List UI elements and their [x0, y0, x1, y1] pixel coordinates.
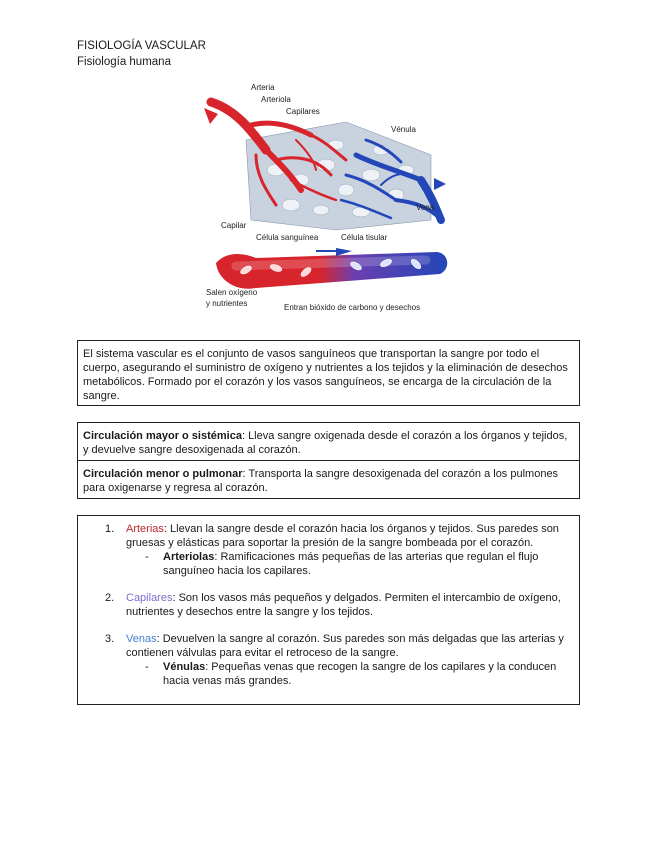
major-circulation-text: : Lleva sangre oxigenada desde el corazón a los órganos y tejidos, y devuelve sangre desoxigenada al corazón.	[83, 430, 568, 456]
term-venulas: Vénulas	[163, 661, 206, 673]
term-arterias: Arterias	[126, 523, 164, 535]
term-capilares: Capilares	[126, 592, 173, 604]
vessels-list-box	[77, 515, 580, 705]
sub-bullet: -	[145, 551, 149, 563]
text-arteriolas: : Ramificaciones más pequeñas de las arterias que regulan el flujo sanguíneo hacia los capilares.	[163, 551, 539, 577]
label-arteria: Arteria	[251, 83, 275, 92]
document-header	[77, 38, 206, 70]
list-item-capilares	[83, 591, 574, 619]
minor-circulation-box	[77, 461, 580, 499]
minor-circulation-term: Circulación menor o pulmonar	[83, 468, 243, 480]
label-celula-tisular: Célula tisular	[341, 233, 388, 242]
text-venulas: : Pequeñas venas que recogen la sangre de los capilares y la conducen hacia venas más grandes.	[163, 661, 557, 687]
minor-circulation-text: : Transporta la sangre desoxigenada del corazón a los pulmones para oxigenarse y regresa al corazón.	[83, 468, 559, 494]
term-arteriolas: Arteriolas	[163, 551, 215, 563]
document-subtitle: Fisiología humana	[77, 56, 171, 68]
intro-text: El sistema vascular es el conjunto de vasos sanguíneos que transportan la sangre por todo el cuerpo, asegurando el suministro de oxígeno y nutrientes a los tejidos y la eliminación de desechos metabólicos. Formado por el corazón y los vasos sanguíneos, se encarga de la circulación de la sangre.	[83, 348, 568, 402]
text-capilares: : Son los vasos más pequeños y delgados. Permiten el intercambio de oxígeno, nutrientes y desechos entre la sangre y los tejidos.	[126, 592, 561, 618]
list-number: 2.	[105, 592, 115, 604]
text-venas: : Devuelven la sangre al corazón. Sus paredes son más delgadas que las arterias y contienen válvulas para evitar el retroceso de la sangre.	[126, 633, 564, 659]
document-title: FISIOLOGÍA VASCULAR	[77, 40, 206, 52]
label-vena: Vena	[416, 203, 435, 212]
sub-item-arteriolas	[83, 550, 574, 578]
major-circulation-term: Circulación mayor o sistémica	[83, 430, 242, 442]
list-item-venas	[83, 632, 574, 688]
term-venas: Venas	[126, 633, 157, 645]
list-number: 1.	[105, 523, 115, 535]
major-circulation-box	[77, 422, 580, 461]
text-arterias: : Llevan la sangre desde el corazón hacia los órganos y tejidos. Sus paredes son gruesas y elásticas para soportar la presión de la sangre bombeada por el corazón.	[126, 523, 559, 549]
label-capilares: Capilares	[286, 107, 320, 116]
label-entran: Entran bióxido de carbono y desechos	[284, 303, 421, 312]
capillary-tube	[216, 248, 447, 289]
sub-bullet: -	[145, 661, 149, 673]
label-salen-1: Salen oxígeno	[206, 288, 258, 297]
label-venula: Vénula	[391, 125, 416, 134]
label-capilar: Capilar	[221, 221, 247, 230]
list-number: 3.	[105, 633, 115, 645]
label-salen-2: y nutrientes	[206, 299, 248, 308]
intro-box	[77, 340, 580, 406]
label-celula-sanguinea: Célula sanguínea	[256, 233, 319, 242]
label-arteriola: Arteriola	[261, 95, 291, 104]
list-item-arterias	[83, 522, 574, 578]
vascular-diagram	[196, 80, 464, 318]
sub-item-venulas	[83, 660, 574, 688]
